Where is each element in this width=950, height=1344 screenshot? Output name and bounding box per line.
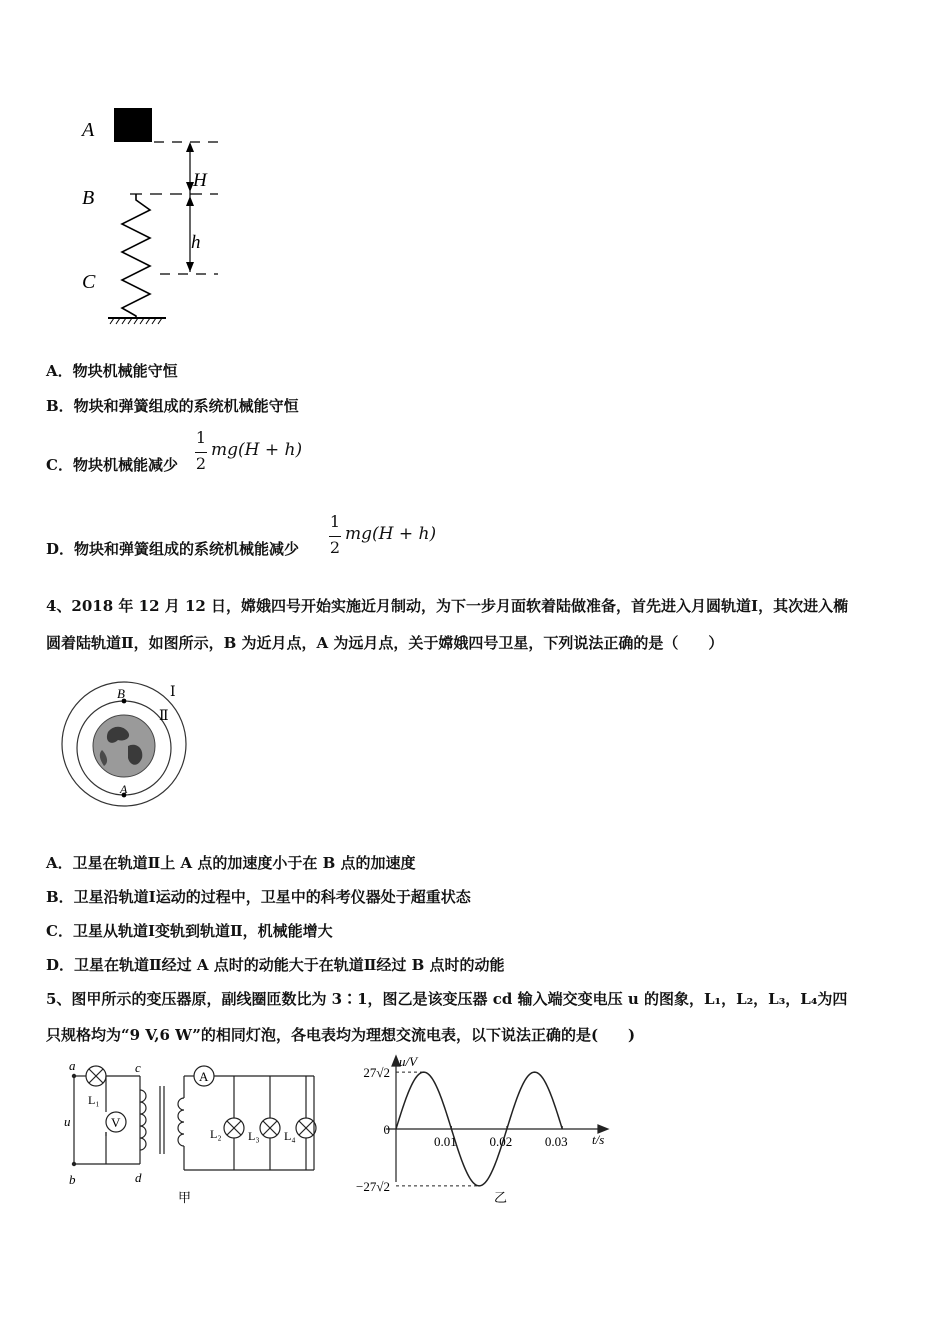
orbit-2-label: Ⅱ: [159, 709, 169, 724]
formula: mg(H + h): [345, 524, 437, 544]
terminal-a: a: [69, 1060, 76, 1073]
x-tick-label: 0.01: [434, 1134, 457, 1149]
y-tick-label: 27√2: [363, 1065, 390, 1081]
q5-stem-line1: 5、图甲所示的变压器原，副线圈匝数比为 3∶1，图乙是该变压器 cd 输入端交变电压 u 的图象，L₁，L₂，L₃，L₄为四: [46, 990, 848, 1008]
y-axis-label: u/V: [399, 1054, 418, 1069]
lamp-l4: L₄: [284, 1129, 296, 1143]
y-tick-label: −27√2: [356, 1178, 390, 1194]
spring-block-figure: [70, 100, 240, 345]
terminal-d: d: [135, 1170, 142, 1185]
q4-option-d[interactable]: D．卫星在轨道Ⅱ经过 A 点时的动能大于在轨道Ⅱ经过 B 点时的动能: [46, 956, 505, 974]
terminal-c: c: [135, 1060, 141, 1075]
q3-option-c[interactable]: C．物块机械能减少: [46, 456, 178, 474]
label-b: B: [82, 187, 95, 209]
label-big-h: H: [193, 170, 207, 191]
label-c: C: [82, 271, 96, 293]
frac-num: 1: [195, 428, 207, 447]
x-tick-label: 0.03: [544, 1134, 568, 1149]
voltage-chart: [336, 1052, 626, 1212]
x-tick-label: 0.02: [489, 1134, 513, 1149]
label-b: B: [117, 686, 125, 701]
spring: [122, 194, 150, 318]
lamp-l1: L₁: [88, 1093, 100, 1107]
voltmeter: V: [111, 1115, 121, 1130]
label-a: A: [120, 782, 128, 796]
label-small-h: h: [191, 232, 201, 253]
q3-option-d-formula: [328, 512, 448, 562]
q4-option-c[interactable]: C．卫星从轨道Ⅰ变轨到轨道Ⅱ，机械能增大: [46, 922, 333, 940]
frac-den: 2: [195, 454, 207, 473]
q4-option-a[interactable]: A．卫星在轨道Ⅱ上 A 点的加速度小于在 B 点的加速度: [46, 854, 416, 872]
voltage-u: u: [64, 1114, 71, 1129]
y-tick-label: 0: [383, 1122, 390, 1137]
circuit-caption: 甲: [178, 1190, 192, 1205]
orbit-1-label: Ⅰ: [170, 685, 176, 700]
q3-option-c-formula: [194, 428, 314, 478]
q3-option-a[interactable]: A．物块机械能守恒: [46, 362, 178, 380]
block: [114, 108, 152, 142]
q4-stem-line2: 圆着陆轨道Ⅱ，如图所示，B 为近月点，A 为远月点，关于嫦娥四号卫星，下列说法正确的是（ ）: [46, 634, 724, 652]
lamp-l3: L₃: [248, 1129, 260, 1143]
label-a: A: [82, 119, 95, 141]
moon-globe: [93, 715, 155, 777]
frac-den: 2: [329, 538, 341, 557]
q4-option-b[interactable]: B．卫星沿轨道Ⅰ运动的过程中，卫星中的科考仪器处于超重状态: [46, 888, 471, 906]
chart-caption: 乙: [494, 1190, 508, 1205]
frac-num: 1: [329, 512, 341, 531]
lamp-l2: L₂: [210, 1127, 222, 1141]
formula: mg(H + h): [211, 440, 303, 460]
q3-option-d[interactable]: D．物块和弹簧组成的系统机械能减少: [46, 540, 300, 558]
x-axis-label: t/s: [592, 1132, 605, 1147]
q3-option-b[interactable]: B．物块和弹簧组成的系统机械能守恒: [46, 397, 299, 415]
orbit-figure: [58, 676, 198, 812]
ammeter: A: [199, 1069, 209, 1084]
q5-stem-line2: 只规格均为“9 V,6 W”的相同灯泡，各电表均为理想交流电表，以下说法正确的是( ): [46, 1026, 636, 1044]
terminal-b: b: [69, 1172, 76, 1187]
transformer-circuit: [62, 1060, 332, 1210]
q4-stem-line1: 4、2018 年 12 月 12 日，嫦娥四号开始实施近月制动，为下一步月面软着陆做准备，首先进入月圆轨道Ⅰ，其次进入椭: [46, 597, 849, 615]
